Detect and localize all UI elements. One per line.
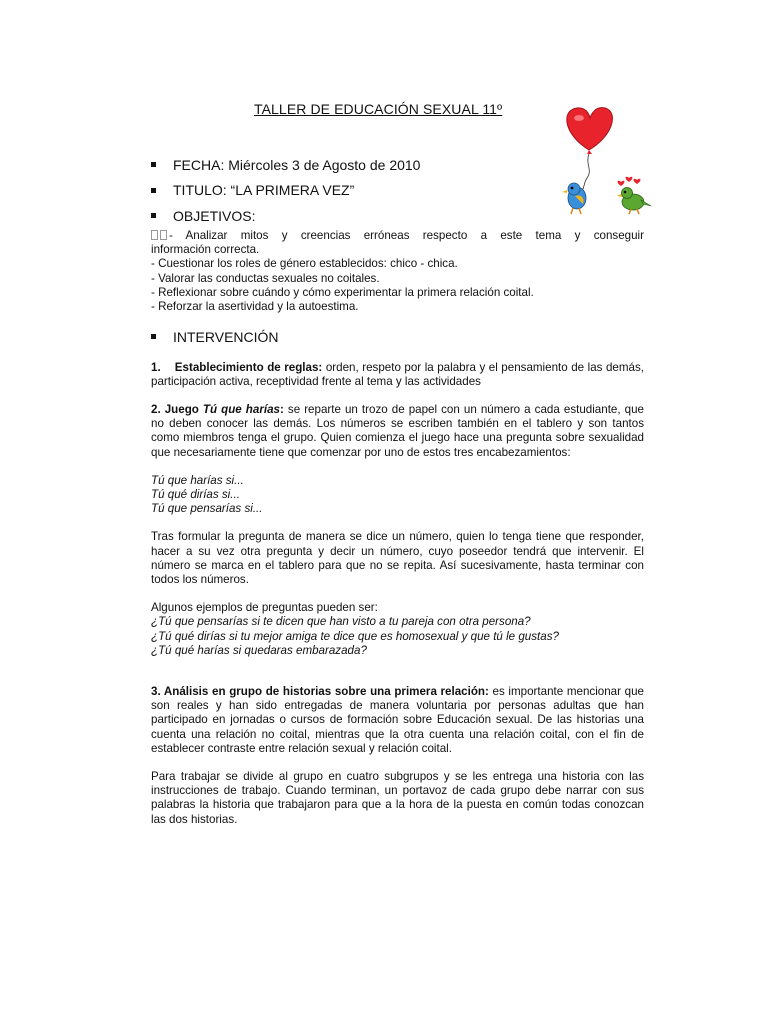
list-item: - Reforzar la asertividad y la autoestima.	[151, 300, 359, 314]
section-text: se reparte un trozo de papel con un número a cada estudiante, que no deben conocer las demás. Los números se escriben también en el tablero y son tantos como miembros tenga el grupo. Quien comienza el juego hace una pregunta sobre sexualidad que necesariamente tiene que comenzar por uno de estos tres encabezamientos:	[151, 403, 644, 459]
list-item	[150, 203, 420, 229]
game-heading: Tú que pensarías si...	[151, 502, 263, 516]
missing-glyph-icon	[160, 230, 167, 240]
bullet-square-icon	[151, 334, 156, 339]
list-item: - Cuestionar los roles de género establecidos: chico - chica.	[151, 257, 458, 271]
missing-glyph-icon	[151, 230, 158, 240]
header-bullet-list	[150, 152, 420, 229]
intervention-heading: INTERVENCIÓN	[173, 328, 279, 345]
examples-intro: Algunos ejemplos de preguntas pueden ser:	[151, 601, 378, 615]
intervention-heading-item	[150, 324, 279, 350]
section-number: 1.	[151, 361, 161, 374]
list-item	[150, 152, 420, 178]
list-item: - Analizar mitos y creencias erróneas respecto a este tema y conseguir	[151, 229, 644, 243]
example-question: ¿Tú que pensarías si te dicen que han visto a tu pareja con otra persona?	[151, 615, 531, 629]
section-rules	[151, 361, 644, 389]
section-heading: 3. Análisis en grupo de historias sobre una primera relación:	[151, 685, 489, 698]
game-paragraph: Tras formular la pregunta de manera se dice un número, quien lo tenga tiene que responder, hacer a su vez otra pregunta y decir un número, cuyo poseedor tendrá que intervenir. El número se marca en el tablero para que no se repita. Así sucesivamente, hasta terminar con todos los números.	[151, 530, 644, 587]
list-item	[150, 178, 420, 204]
objectives-list	[151, 229, 644, 314]
list-item: información correcta.	[151, 243, 260, 257]
section-game: 2. Juego Tú que harías: se reparte un trozo de papel con un número a cada estudiante, que no deben conocer las demás. Los números se escriben también en el tablero y son tantos como miembros tenga el grupo. Quien comienza el juego hace una pregunta sobre sexualidad que necesariamente tiene que comenzar por uno de estos tres encabezamientos: Tú que harías si... Tú qué dirías si... Tú que pensarías si... Tras formular la pregunta de manera se dice un número, quien lo tenga tiene que responder, hacer a su vez otra pregunta y decir un número, cuyo poseedor tendrá que intervenir. El número se marca en el tablero para que no se repita. Así sucesivamente, hasta terminar con todos los números. Algunos ejemplos de preguntas pueden ser: ¿Tú que pensarías si te dicen que han visto a tu pareja con otra persona? ¿Tú qué dirías si tu mejor amiga te dice que es homosexual y que tú le gustas? ¿Tú qué harías si quedaras embarazada?	[151, 403, 644, 657]
section-text: orden, respeto por la palabra y el pensamiento de las demás, participación activa, receptividad frente al tema y las actividades	[151, 361, 644, 389]
title-line: TITULO: “LA PRIMERA VEZ”	[173, 182, 355, 199]
section-number: 2. Juego	[151, 403, 203, 416]
section-text: es importante mencionar que son reales y han sido entregadas de manera voluntaria por personas adultas que han participado en jornadas o cursos de formación sobre Educación sexual. De las historias una cuenta una relación no coital, mientras que la otra cuenta una relación coital, con el fin de establecer contraste entre relación sexual y relación coital.	[151, 685, 644, 755]
heart-balloon-birds-icon	[555, 104, 655, 216]
list-item: - Valorar las conductas sexuales no coitales.	[151, 271, 380, 285]
example-question: ¿Tú qué harías si quedaras embarazada?	[151, 643, 367, 657]
list-item: - Reflexionar sobre cuándo y cómo experimentar la primera relación coital.	[151, 285, 534, 299]
stories-paragraph: Para trabajar se divide al grupo en cuatro subgrupos y se les entrega una historia con las instrucciones de trabajo. Cuando terminan, un portavoz de cada grupo debe narrar con sus palabras la historia que trabajaron para que a la hora de la puesta en común todas conozcan las dos historias.	[151, 770, 644, 826]
objectives-heading: OBJETIVOS:	[173, 207, 256, 224]
document-title: TALLER DE EDUCACIÓN SEXUAL 11º	[254, 101, 503, 117]
game-heading: Tú que harías si...	[151, 473, 244, 487]
date-line: FECHA: Miércoles 3 de Agosto de 2010	[173, 156, 421, 173]
section-heading: Establecimiento de reglas:	[174, 361, 323, 374]
bullet-square-icon	[151, 213, 156, 218]
bullet-square-icon	[151, 188, 156, 193]
game-name: Tú que harías	[202, 403, 280, 416]
game-heading: Tú qué dirías si...	[151, 488, 240, 502]
example-question: ¿Tú qué dirías si tu mejor amiga te dice que es homosexual y que tú le gustas?	[151, 629, 559, 643]
bullet-square-icon	[151, 162, 156, 167]
section-stories	[151, 685, 644, 827]
